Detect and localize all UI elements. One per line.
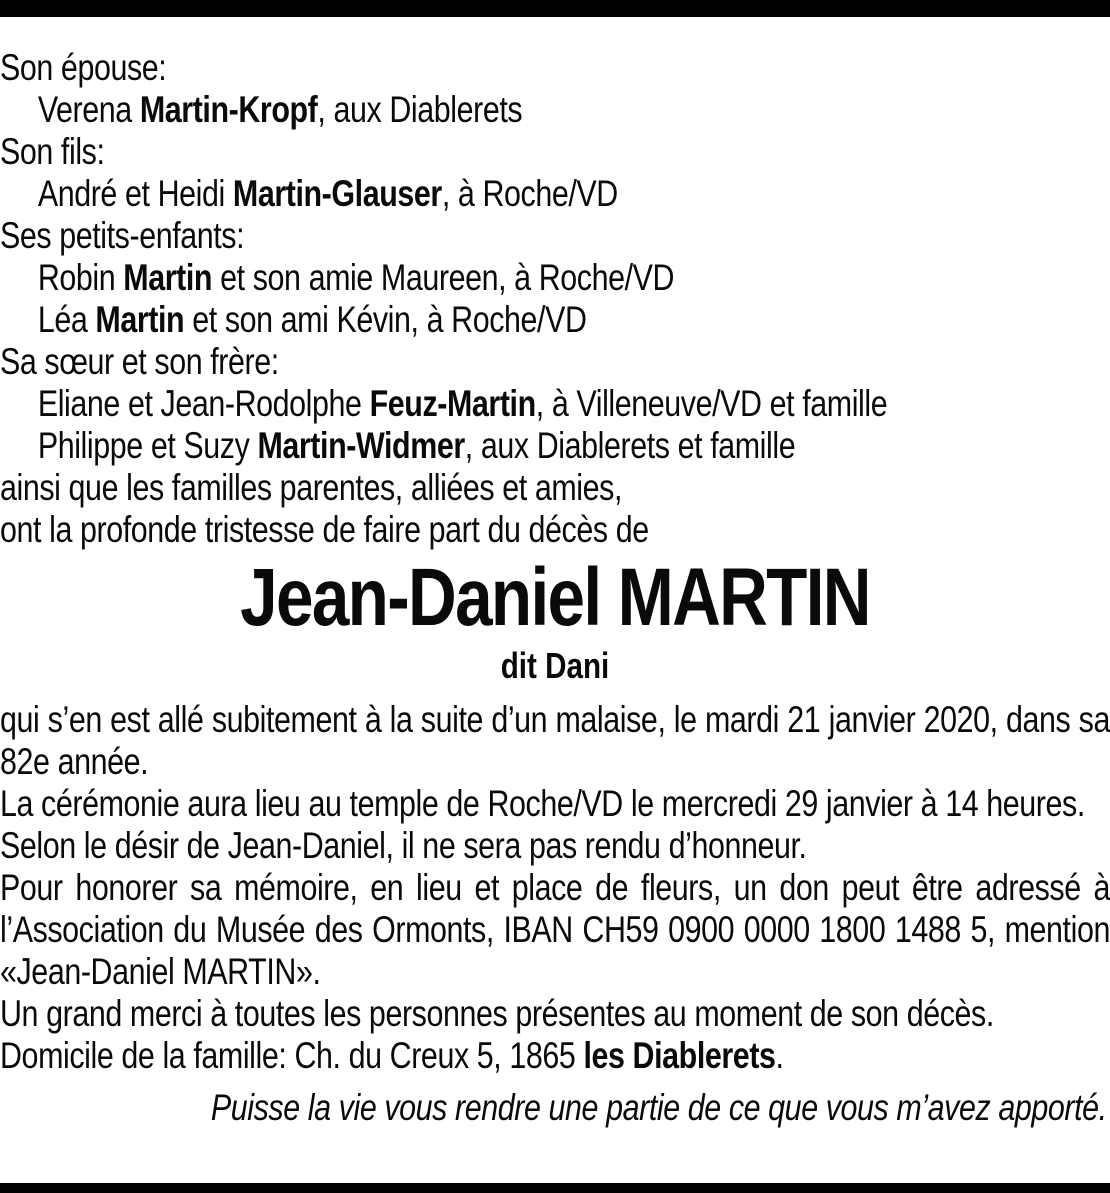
family-line-text: Son fils:: [0, 131, 105, 172]
deceased-nickname: dit Dani: [500, 645, 610, 686]
family-name-bold: Martin: [95, 299, 185, 340]
paragraph: [0, 825, 1110, 867]
bottom-rule: [0, 1183, 1110, 1193]
family-line: [0, 131, 1110, 173]
family-line: [0, 173, 1110, 215]
paragraph-text: .: [775, 1035, 784, 1076]
family-line-text: , à Roche/VD: [441, 173, 618, 214]
paragraph-bold: les Diablerets: [583, 1035, 776, 1076]
family-line-text: André et Heidi: [37, 173, 233, 214]
family-line-text: ainsi que les familles parentes, alliées et amies,: [0, 467, 622, 508]
paragraph: [0, 867, 1110, 993]
family-line: [0, 257, 1110, 299]
deceased-name: Jean-Daniel MARTIN: [240, 552, 870, 643]
family-line: [0, 383, 1110, 425]
family-line-text: Son épouse:: [0, 47, 167, 88]
paragraph: [0, 783, 1110, 825]
family-line: [0, 89, 1110, 131]
family-line-text: Sa sœur et son frère:: [0, 341, 279, 382]
family-line-text: Léa: [37, 299, 96, 340]
paragraph-text: La cérémonie aura lieu au temple de Roche/VD le mercredi 29 janvier à 14 heures.: [0, 783, 1085, 824]
family-name-bold: Martin-Widmer: [257, 425, 465, 466]
family-line-text: et son ami Kévin, à Roche/VD: [184, 299, 587, 340]
family-line-text: , aux Diablerets et famille: [464, 425, 796, 466]
family-line-text: Robin: [37, 257, 124, 298]
paragraph: [0, 1035, 1110, 1077]
family-line: [0, 467, 1110, 509]
family-line-text: et son amie Maureen, à Roche/VD: [212, 257, 675, 298]
family-name-bold: Martin-Kropf: [139, 89, 318, 130]
paragraph-text: Selon le désir de Jean-Daniel, il ne sera pas rendu d’honneur.: [0, 825, 807, 866]
family-line: [0, 341, 1110, 383]
paragraph: [0, 993, 1110, 1035]
family-name-bold: Feuz-Martin: [369, 383, 536, 424]
family-line-text: , à Villeneuve/VD et famille: [535, 383, 888, 424]
family-line-text: , aux Diablerets: [317, 89, 523, 130]
paragraph-text: Pour honorer sa mémoire, en lieu et place de fleurs, un don peut être adressé à l’Association du Musée des Ormonts, IBAN CH59 0900 0000 1800 1488 5, mention «Jean-Daniel MARTIN».: [0, 867, 1110, 992]
family-name-bold: Martin: [123, 257, 213, 298]
family-line-text: ont la profonde tristesse de faire part du décès de: [0, 509, 649, 550]
paragraph-text: Un grand merci à toutes les personnes présentes au moment de son décès.: [0, 993, 994, 1034]
family-line-text: Philippe et Suzy: [37, 425, 258, 466]
family-line-text: Eliane et Jean-Rodolphe: [37, 383, 370, 424]
family-line: [0, 47, 1110, 89]
paragraph-text: qui s’en est allé subitement à la suite d’un malaise, le mardi 21 janvier 2020, dans sa 82e année.: [0, 699, 1110, 782]
family-line: [0, 215, 1110, 257]
family-line: [0, 509, 1110, 551]
family-line: [0, 425, 1110, 467]
family-line: [0, 299, 1110, 341]
closing-quote: Puisse la vie vous rendre une partie de ce que vous m’avez apporté.: [210, 1087, 1107, 1128]
paragraph: [0, 699, 1110, 783]
family-line-text: Ses petits-enfants:: [0, 215, 245, 256]
paragraph-text: Domicile de la famille: Ch. du Creux 5, 1865: [0, 1035, 584, 1076]
family-name-bold: Martin-Glauser: [232, 173, 442, 214]
family-line-text: Verena: [37, 89, 140, 130]
